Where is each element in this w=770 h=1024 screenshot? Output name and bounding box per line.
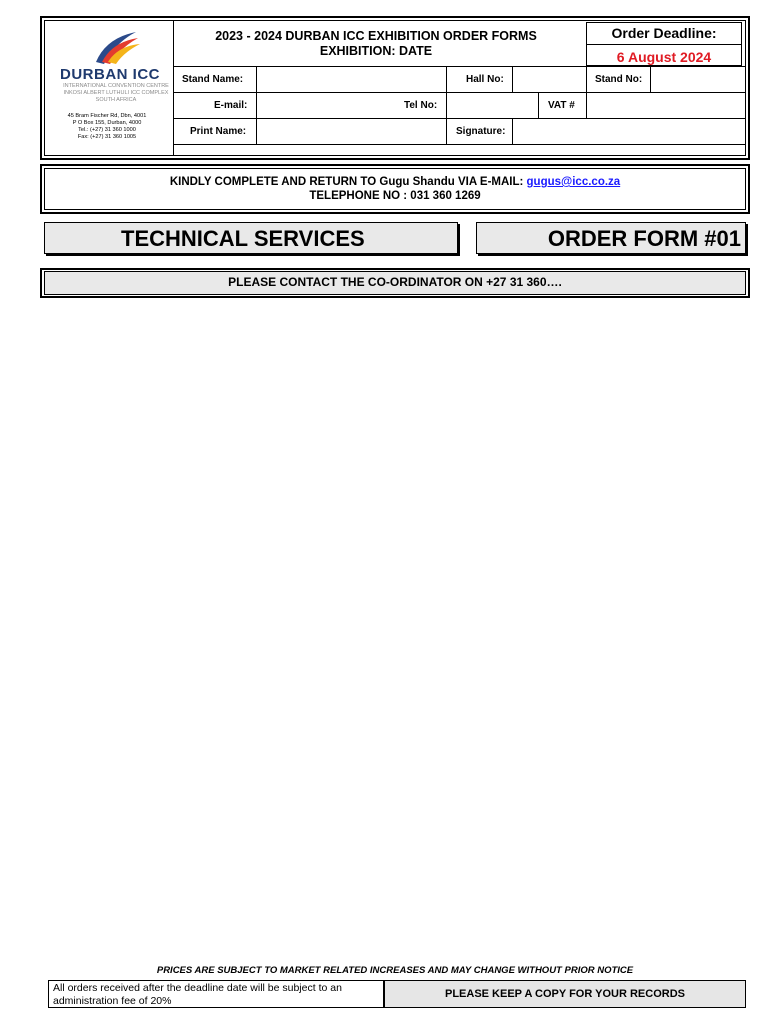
address-line: Tel.: (+27) 31 360 1000 bbox=[78, 127, 136, 133]
row-divider bbox=[174, 92, 746, 93]
vat-label: VAT # bbox=[548, 100, 575, 111]
order-form-title: ORDER FORM #01 bbox=[547, 226, 741, 251]
prices-notice: PRICES ARE SUBJECT TO MARKET RELATED INCREASES AND MAY CHANGE WITHOUT PRIOR NOTICE bbox=[156, 965, 634, 976]
stand-name-label: Stand Name: bbox=[182, 74, 244, 85]
keep-copy-notice: PLEASE KEEP A COPY FOR YOUR RECORDS bbox=[384, 980, 746, 1008]
signature-label: Signature: bbox=[456, 126, 506, 137]
logo-subtitle-line: INTERNATIONAL CONVENTION CENTRE bbox=[63, 83, 169, 89]
form-title-line: 2023 - 2024 DURBAN ICC EXHIBITION ORDER FORMS bbox=[215, 29, 537, 43]
instructions-text bbox=[44, 175, 746, 203]
signature-field[interactable] bbox=[514, 120, 744, 142]
col-divider bbox=[446, 66, 447, 144]
vat-field[interactable] bbox=[588, 94, 744, 116]
col-divider bbox=[586, 44, 587, 92]
tel-no-field[interactable] bbox=[448, 94, 536, 116]
logo-subtitle-line: INKOSI ALBERT LUTHULI ICC COMPLEX bbox=[63, 90, 169, 96]
hall-no-label: Hall No: bbox=[466, 74, 504, 85]
col-divider bbox=[512, 118, 513, 144]
logo-subtitle bbox=[56, 83, 176, 104]
durban-icc-logo-icon bbox=[92, 28, 142, 68]
telephone-line: TELEPHONE NO : 031 360 1269 bbox=[309, 190, 481, 202]
print-name-field[interactable] bbox=[258, 120, 444, 142]
coordinator-contact: PLEASE CONTACT THE CO-ORDINATOR ON +27 31 360…. bbox=[228, 275, 562, 289]
section-title: TECHNICAL SERVICES bbox=[121, 226, 365, 251]
late-fee-notice: All orders received after the deadline date will be subject to an administration fee of 20% bbox=[48, 980, 384, 1008]
instructions-line: KINDLY COMPLETE AND RETURN TO Gugu Shandu VIA E-MAIL: bbox=[169, 176, 527, 188]
stand-name-field[interactable] bbox=[258, 68, 444, 90]
logo-name: DURBAN ICC bbox=[60, 66, 160, 83]
section-heading-box bbox=[44, 222, 458, 254]
email-link[interactable]: gugus@icc.co.za bbox=[526, 176, 621, 188]
logo-subtitle-line: SOUTH AFRICA bbox=[95, 97, 137, 103]
col-divider bbox=[256, 66, 257, 144]
email-label: E-mail: bbox=[214, 100, 248, 111]
print-name-label: Print Name: bbox=[190, 126, 247, 137]
tel-no-label: Tel No: bbox=[404, 100, 438, 111]
order-form-heading-box bbox=[476, 222, 746, 254]
row-divider bbox=[174, 66, 746, 67]
deadline-divider bbox=[586, 44, 742, 45]
deadline-date: 6 August 2024 bbox=[616, 49, 712, 65]
address-line: P O Box 155, Durban, 4000 bbox=[72, 120, 142, 126]
row-divider bbox=[174, 144, 746, 145]
hall-no-field[interactable] bbox=[514, 68, 584, 90]
col-divider bbox=[538, 92, 539, 118]
form-title bbox=[176, 29, 576, 59]
address-line: Fax: (+27) 31 360 1005 bbox=[77, 134, 137, 140]
address-block bbox=[52, 113, 162, 141]
stand-no-label: Stand No: bbox=[595, 74, 643, 85]
row-divider bbox=[174, 118, 746, 119]
col-divider bbox=[586, 92, 587, 118]
deadline-label: Order Deadline: bbox=[611, 25, 717, 41]
stand-no-field[interactable] bbox=[652, 68, 744, 90]
form-subtitle: EXHIBITION: DATE bbox=[319, 44, 433, 58]
address-line: 45 Bram Fischer Rd, Dbn, 4001 bbox=[67, 113, 147, 119]
col-divider bbox=[512, 66, 513, 92]
col-divider bbox=[650, 66, 651, 92]
